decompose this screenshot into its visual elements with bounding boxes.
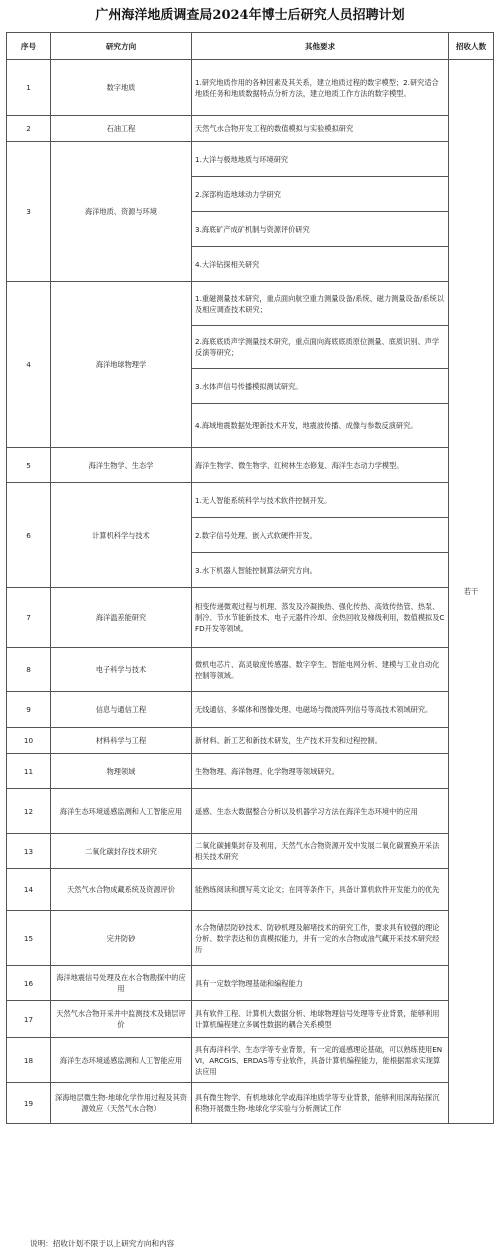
cell-requirement: 天然气水合物开发工程的数值模拟与实验模拟研究: [192, 116, 449, 142]
table-row: [7, 648, 494, 692]
cell-requirement: 2.数字信号处理、嵌入式软硬件开发。: [192, 518, 449, 553]
header-requirements: 其他要求: [192, 33, 449, 60]
cell-direction: 海洋生态环境遥感监测和人工智能应用: [51, 1038, 192, 1083]
cell-requirement: 1.重磁测量技术研究，重点面向航空重力测量设备/系统、磁力测量设备/系统以及相应调查技术研究；: [192, 282, 449, 326]
cell-direction: 海洋地球物理学: [51, 282, 192, 448]
cell-no: 12: [7, 789, 51, 834]
table-row: [7, 754, 494, 789]
cell-direction: 信息与通信工程: [51, 692, 192, 728]
cell-requirement: 具有海洋科学、生态学等专业背景，有一定的遥感理论基础，可以熟练使用ENVI、ARCGIS、ERDAS等专业软件，具备计算机编程能力，能根据需求实现算法应用: [192, 1038, 449, 1083]
table-row: [7, 1038, 494, 1083]
cell-requirement: 具有软件工程、计算机大数据分析、地球物理信号处理等专业背景，能够利用计算机编程建立多属性数据的耦合关系模型: [192, 1001, 449, 1038]
cell-direction: 天然气水合物开采井中监测技术及储层评价: [51, 1001, 192, 1038]
cell-direction: 海洋地质、资源与环境: [51, 142, 192, 282]
table-row: [7, 116, 494, 142]
table-row: [7, 483, 494, 518]
table-body: [7, 60, 494, 1124]
cell-no: 3: [7, 142, 51, 282]
cell-requirement: 1.无人智能系统科学与技术软件控制开发。: [192, 483, 449, 518]
cell-direction: 数字地质: [51, 60, 192, 116]
cell-direction: 天然气水合物成藏系统及资源评价: [51, 869, 192, 911]
cell-direction: 完井防砂: [51, 911, 192, 966]
cell-direction: 电子科学与技术: [51, 648, 192, 692]
table-row: [7, 142, 494, 177]
cell-count: 若干: [449, 60, 494, 1124]
cell-requirement: 2.海底底质声学测量技术研究，重点面向海底底质原位测量、底质识别、声学反演等研究；: [192, 326, 449, 369]
table-row: [7, 448, 494, 483]
table-row: [7, 789, 494, 834]
cell-direction: 海洋生物学、生态学: [51, 448, 192, 483]
cell-no: 13: [7, 834, 51, 869]
cell-direction: 石油工程: [51, 116, 192, 142]
footnote: 说明：招收计划不限于以上研究方向和内容: [30, 1239, 175, 1248]
cell-no: 6: [7, 483, 51, 588]
table-row: [7, 60, 494, 116]
cell-no: 11: [7, 754, 51, 789]
cell-requirement: 3.水下机器人智能控制算法研究方向。: [192, 553, 449, 588]
header-direction: 研究方向: [51, 33, 192, 60]
cell-no: 1: [7, 60, 51, 116]
cell-no: 5: [7, 448, 51, 483]
cell-no: 7: [7, 588, 51, 648]
cell-requirement: 微机电芯片、高灵敏度传感器、数字孪生、智能电网分析、建模与工业自动化控制等领域。: [192, 648, 449, 692]
cell-requirement: 能熟练阅读和撰写英文论文；在同等条件下，具备计算机软件开发能力的优先: [192, 869, 449, 911]
cell-no: 15: [7, 911, 51, 966]
cell-no: 19: [7, 1083, 51, 1124]
cell-requirement: 水合物储层防砂技术、防砂机理及解堵技术的研究工作，要求具有较强的理论分析、数学表达和仿真模拟能力，并有一定的水合物或油气藏开采技术研究经历: [192, 911, 449, 966]
cell-no: 14: [7, 869, 51, 911]
cell-no: 9: [7, 692, 51, 728]
cell-requirement: 相变传递微观过程与机理、蒸发及冷凝换热、强化传热、高效传热管、热泵、制冷、节水节能新技术、电子元器件冷却、余热回收及梯级利用，数值模拟及CFD开发等领域。: [192, 588, 449, 648]
cell-direction: 海洋生态环境遥感监测和人工智能应用: [51, 789, 192, 834]
table-row: [7, 834, 494, 869]
cell-requirement: 无线通信、多媒体和图像处理、电磁场与微波阵列信号等高技术领域研究。: [192, 692, 449, 728]
cell-no: 4: [7, 282, 51, 448]
table-row: [7, 728, 494, 754]
header-count: 招收人数: [449, 33, 494, 60]
cell-direction: 二氧化碳封存技术研究: [51, 834, 192, 869]
cell-direction: 物理领域: [51, 754, 192, 789]
cell-requirement: 1.大洋与极地地质与环境研究: [192, 142, 449, 177]
page-title: 广州海洋地质调查局2024年博士后研究人员招聘计划: [95, 8, 405, 23]
table-row: [7, 869, 494, 911]
table-header-row: [7, 33, 494, 60]
cell-direction: 海洋地震信号处理及在水合物勘探中的应用: [51, 966, 192, 1001]
table-row: [7, 282, 494, 326]
cell-no: 17: [7, 1001, 51, 1038]
cell-no: 16: [7, 966, 51, 1001]
cell-requirement: 3.海底矿产成矿机制与资源评价研究: [192, 212, 449, 247]
cell-requirement: 二氧化碳捕集封存及利用，天然气水合物资源开发中发展二氧化碳置换开采法相关技术研究: [192, 834, 449, 869]
cell-requirement: 3.水体声信号传播模拟测试研究。: [192, 369, 449, 404]
cell-no: 10: [7, 728, 51, 754]
cell-requirement: 1.研究地质作用的各种因素及其关系，建立地质过程的数字模型；2.研究适合地质任务和地质数据特点分析方法，建立地质工作方法的数字模型。: [192, 60, 449, 116]
cell-direction: 海洋温差能研究: [51, 588, 192, 648]
cell-requirement: 4.海域地震数据处理新技术开发，地震波传播、成像与参数反演研究。: [192, 404, 449, 448]
cell-no: 8: [7, 648, 51, 692]
cell-requirement: 具有一定数学物理基础和编程能力: [192, 966, 449, 1001]
cell-direction: 材料科学与工程: [51, 728, 192, 754]
cell-requirement: 遥感、生态大数据整合分析以及机器学习方法在海洋生态环境中的应用: [192, 789, 449, 834]
header-no: 序号: [7, 33, 51, 60]
cell-no: 2: [7, 116, 51, 142]
cell-requirement: 海洋生物学、微生物学、红树林生态修复、海洋生态动力学模型。: [192, 448, 449, 483]
table-row: [7, 1083, 494, 1124]
cell-no: 18: [7, 1038, 51, 1083]
cell-requirement: 生物物理、海洋物理、化学物理等领域研究。: [192, 754, 449, 789]
table-row: [7, 692, 494, 728]
cell-direction: 深海地层微生物-地球化学作用过程及其资源效应（天然气水合物）: [51, 1083, 192, 1124]
cell-requirement: 4.大洋钻探相关研究: [192, 247, 449, 282]
cell-requirement: 2.深部构造地球动力学研究: [192, 177, 449, 212]
recruitment-table: [6, 32, 494, 1124]
cell-requirement: 具有微生物学、有机地球化学或海洋地质学等专业背景，能够利用深海钻探沉积物开展微生物-地球化学实验与分析测试工作: [192, 1083, 449, 1124]
cell-direction: 计算机科学与技术: [51, 483, 192, 588]
table-row: [7, 588, 494, 648]
table-row: [7, 966, 494, 1001]
table-row: [7, 911, 494, 966]
table-row: [7, 1001, 494, 1038]
cell-requirement: 新材料、新工艺和新技术研发，生产技术开发和过程控制。: [192, 728, 449, 754]
